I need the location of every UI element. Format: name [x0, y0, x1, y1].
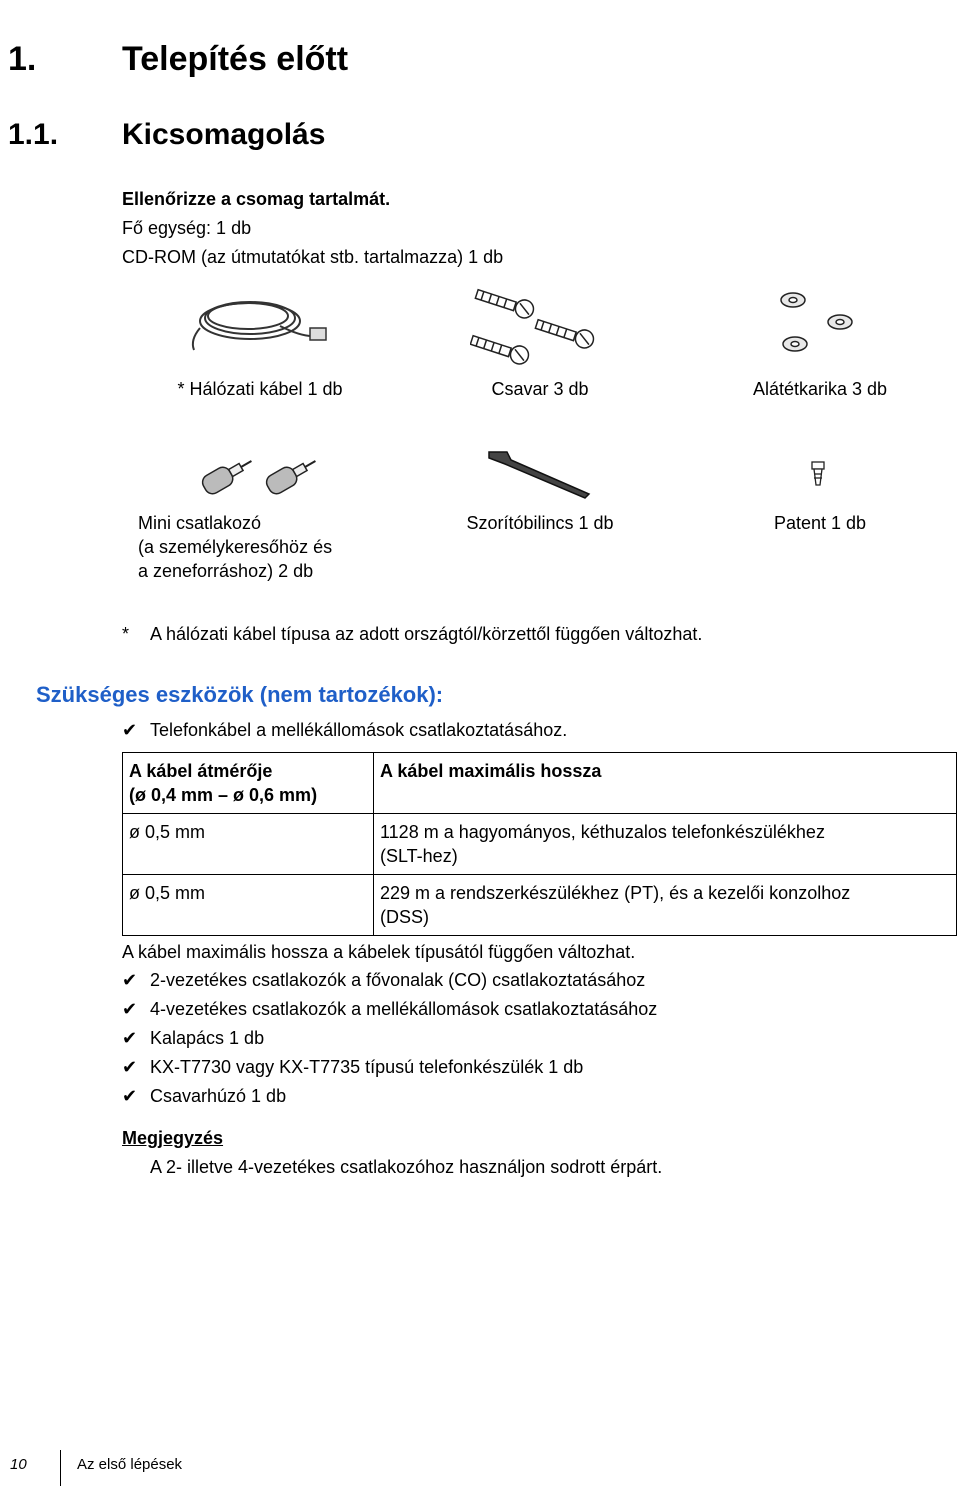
table-cell-diameter: ø 0,5 mm — [123, 814, 374, 875]
required-tools-heading: Szükséges eszközök (nem tartozékok): — [36, 682, 444, 707]
patent-icon — [808, 460, 828, 488]
note-title: Megjegyzés — [122, 1128, 224, 1148]
check-icon: ✔ — [122, 1057, 138, 1077]
intro-instruction: Ellenőrizze a csomag tartalmát. — [122, 189, 391, 209]
check-icon: ✔ — [122, 720, 138, 740]
screw-caption: Csavar 3 db — [491, 379, 589, 399]
table-note: A kábel maximális hossza a kábelek típusától függően változhat. — [122, 942, 636, 962]
page-number: 10 — [10, 1456, 27, 1473]
table-cell-length — [374, 814, 957, 875]
checklist-item-text: 4-vezetékes csatlakozók a mellékállomások csatlakoztatásához — [150, 999, 658, 1019]
washer-icon — [775, 288, 865, 358]
check-icon: ✔ — [122, 1086, 138, 1106]
checklist-item — [122, 966, 645, 995]
table-header-diameter-range: (ø 0,4 mm – ø 0,6 mm) — [129, 785, 318, 805]
subsection-number: 1.1. — [8, 118, 59, 151]
table-cell-length-line: (SLT-hez) — [380, 846, 458, 866]
checklist-item — [122, 1053, 583, 1082]
mini-plug-icon — [200, 448, 330, 498]
mini-plug-caption-line: (a személykeresőhöz és — [138, 537, 333, 557]
table-cell-length-line: 1128 m a hagyományos, kéthuzalos telefonkészülékhez — [380, 822, 825, 842]
section-heading — [0, 40, 960, 84]
intro-block — [122, 185, 503, 272]
mini-plug-caption-line: Mini csatlakozó — [138, 513, 262, 533]
section-number: 1. — [8, 40, 37, 78]
table-header-length: A kábel maximális hossza — [374, 753, 957, 814]
checklist-item-text: Csavarhúzó 1 db — [150, 1086, 287, 1106]
cable-length-table — [122, 752, 957, 936]
checklist-item-text: KX-T7730 vagy KX-T7735 típusú telefonkészülék 1 db — [150, 1057, 584, 1077]
table-header-diameter-line: A kábel átmérője — [129, 761, 273, 781]
footer-divider — [60, 1450, 61, 1486]
footer-section-title: Az első lépések — [77, 1456, 183, 1473]
check-icon: ✔ — [122, 1028, 138, 1048]
required-first-item — [122, 718, 567, 742]
check-icon: ✔ — [122, 970, 138, 990]
intro-main-unit: Fő egység: 1 db — [122, 218, 252, 238]
subsection-title: Kicsomagolás — [122, 118, 326, 151]
checklist-item-text: 2-vezetékes csatlakozók a fővonalak (CO) csatlakoztatásához — [150, 970, 646, 990]
note-text: A 2- illetve 4-vezetékes csatlakozóhoz használjon sodrott érpárt. — [150, 1157, 663, 1177]
table-row — [123, 814, 957, 875]
cable-tie-icon — [485, 446, 595, 502]
table-cell-length-line: (DSS) — [380, 907, 429, 927]
checklist-item — [122, 995, 657, 1024]
checklist-item-text: Kalapács 1 db — [150, 1028, 265, 1048]
mini-plug-caption — [138, 511, 332, 583]
screw-icon — [470, 280, 610, 370]
subsection-heading — [0, 118, 960, 158]
required-first-text: Telefonkábel a mellékállomások csatlakoztatásához. — [150, 720, 568, 740]
footnote — [122, 622, 702, 646]
check-icon: ✔ — [122, 999, 138, 1019]
table-cell-length — [374, 875, 957, 936]
washer-caption: Alátétkarika 3 db — [752, 379, 888, 399]
table-cell-diameter: ø 0,5 mm — [123, 875, 374, 936]
table-header-diameter — [123, 753, 374, 814]
section-title: Telepítés előtt — [122, 40, 349, 78]
cable-tie-caption: Szorítóbilincs 1 db — [466, 513, 614, 533]
intro-cdrom: CD-ROM (az útmutatókat stb. tartalmazza) 1 db — [122, 247, 504, 267]
table-row — [123, 875, 957, 936]
cable-caption: * Hálózati kábel 1 db — [177, 379, 343, 399]
checklist-item — [122, 1082, 286, 1111]
checklist-item — [122, 1024, 264, 1053]
patent-caption: Patent 1 db — [773, 513, 867, 533]
footnote-text: A hálózati kábel típusa az adott országtól/körzettől függően változhat. — [150, 624, 703, 644]
footnote-marker: * — [122, 624, 130, 644]
table-cell-length-line: 229 m a rendszerkészülékhez (PT), és a kezelői konzolhoz — [380, 883, 851, 903]
power-cable-icon — [180, 288, 330, 358]
table-header-row — [123, 753, 957, 814]
mini-plug-caption-line: a zeneforráshoz) 2 db — [138, 561, 314, 581]
